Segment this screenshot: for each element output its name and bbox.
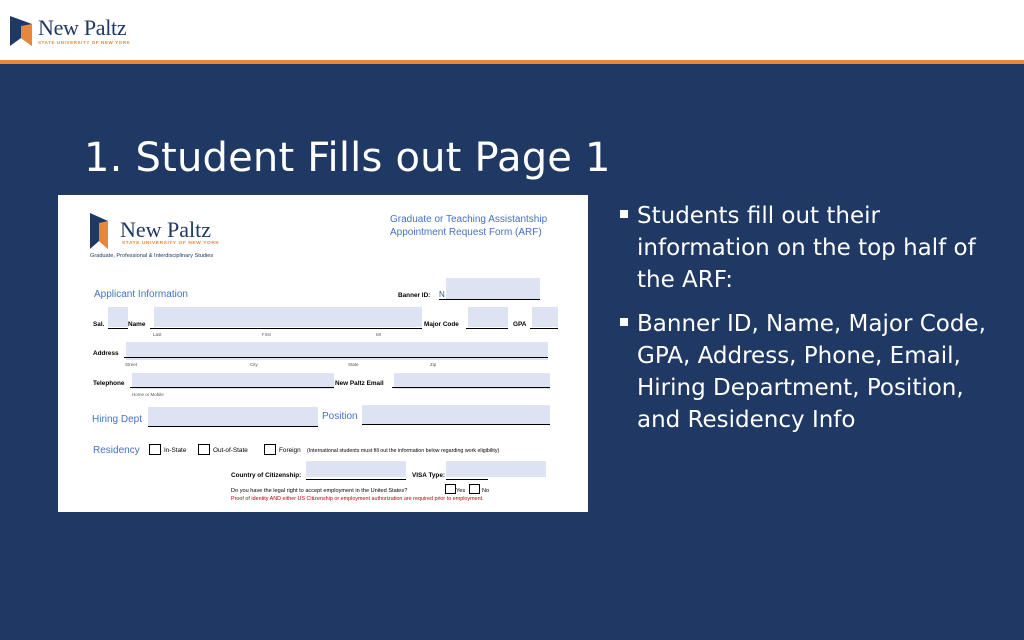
gpa-line [530,328,558,329]
gpa-label: GPA [513,321,527,328]
in-state-label: In-State [164,447,187,454]
slide-title: 1. Student Fills out Page 1 [84,134,611,181]
visa-line [446,479,488,480]
form-department: Graduate, Professional & Interdisciplinary Studies [90,253,214,259]
country-shade [306,461,406,477]
form-shield-icon [90,213,108,249]
major-code-line [466,328,508,329]
hiring-dept-shade [148,407,318,427]
yes-label: Yes [456,488,466,494]
position-shade [362,405,550,425]
address-state-sub: State [348,362,359,367]
out-of-state-label: Out-of-State [213,447,248,454]
new-paltz-shield-icon [10,16,32,46]
gpa-shade [532,307,558,327]
residency-label: Residency [93,445,140,456]
telephone-label: Telephone [93,380,125,387]
logo-subtitle: STATE UNIVERSITY OF NEW YORK [38,39,131,45]
sal-shade [108,307,128,327]
new-paltz-email-label: New Paltz Email [335,380,384,387]
new-paltz-logo [10,16,130,46]
applicant-information-heading: Applicant Information [94,289,188,300]
banner-id-value: N [439,290,445,299]
bullet-text: Students fill out their information on the top half of the ARF: [637,203,976,293]
name-mi-sub: MI [376,332,381,337]
in-state-checkbox[interactable] [149,444,161,455]
out-of-state-checkbox[interactable] [198,444,210,455]
name-last-sub: Last [153,332,162,337]
form-title-line-1: Graduate or Teaching Assistantship [390,214,548,225]
logo-name: New Paltz [38,14,127,40]
proof-note: Proof of identity AND either US Citizenship or employment authorization are required prior to employment. [231,496,484,502]
address-zip-sub: Zip [430,362,437,367]
banner-id-line [439,299,540,300]
name-shade [154,307,422,327]
address-city-sub: City [250,362,258,367]
country-line [306,479,406,480]
address-label: Address [93,350,119,357]
sal-line [108,328,128,329]
major-code-label: Major Code [424,321,459,328]
hiring-dept-label: Hiring Dept [92,414,143,425]
visa-type-label: VISA Type: [412,472,446,479]
telephone-sub: Home or Mobile [132,392,164,397]
bullet-item [620,200,990,296]
country-of-citizenship-label: Country of Citizenship: [231,472,302,479]
header-bar [0,0,1024,60]
square-bullet-icon [620,318,628,326]
sal-label: Sal. [93,321,105,328]
yes-checkbox[interactable] [445,484,456,494]
form-title-line-2: Appointment Request Form (ARF) [390,227,542,238]
telephone-line [130,387,334,388]
no-checkbox[interactable] [469,484,480,494]
name-first-sub: First [262,332,271,337]
bullet-text: Banner ID, Name, Major Code, GPA, Address, Phone, Email, Hiring Department, Position, and Residency Info [637,311,986,433]
name-line [150,328,422,329]
no-label: No [482,488,490,494]
form-logo-name: New Paltz [120,217,212,242]
address-street-sub: Street [125,362,138,367]
bullet-list [620,200,990,448]
banner-id-label: Banner ID: [398,292,431,299]
position-label: Position [322,411,358,422]
foreign-label: Foreign [279,447,301,454]
address-line [124,357,548,358]
foreign-note: (International students must fill out the information below regarding work eligibility) [307,448,500,454]
form-logo-subtitle: STATE UNIVERSITY OF NEW YORK [122,241,220,246]
position-line [362,424,550,425]
square-bullet-icon [620,210,628,218]
bullet-item [620,308,990,436]
name-label: Name [128,321,146,328]
major-code-shade [468,307,508,327]
hiring-dept-line [148,426,318,427]
email-line [392,387,550,388]
header-accent-line [0,60,1024,64]
arf-form-image [58,195,588,512]
visa-shade [446,461,546,477]
banner-id-shade [446,278,540,300]
legal-right-question: Do you have the legal right to accept employment in the United States? [231,488,408,494]
foreign-checkbox[interactable] [264,444,276,455]
